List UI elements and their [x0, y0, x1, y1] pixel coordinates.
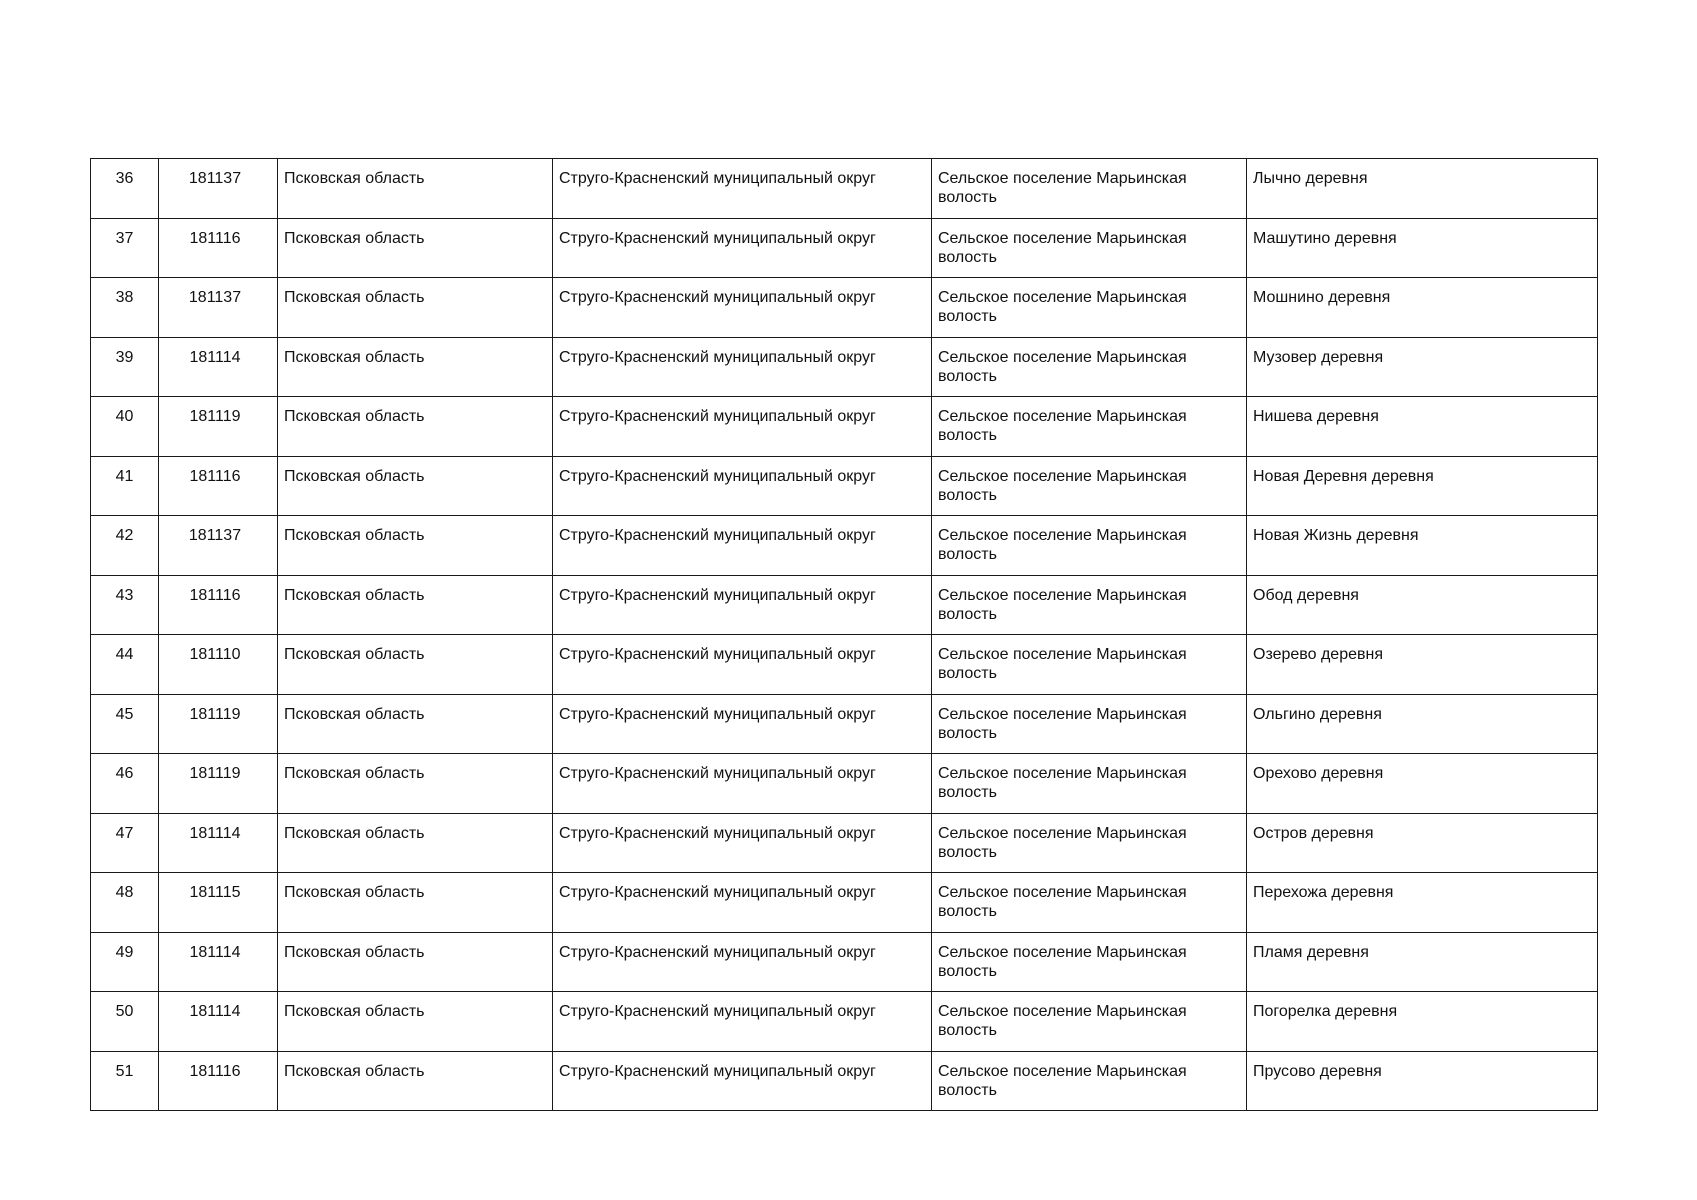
row-number-cell: 37: [91, 218, 159, 278]
village-cell: Остров деревня: [1247, 813, 1598, 873]
row-number-cell: 44: [91, 635, 159, 695]
region-cell: Псковская область: [278, 456, 553, 516]
village-cell: Пламя деревня: [1247, 932, 1598, 992]
postal-code-cell: 181137: [159, 278, 278, 338]
postal-code-cell: 181110: [159, 635, 278, 695]
region-cell: Псковская область: [278, 337, 553, 397]
postal-code-cell: 181116: [159, 456, 278, 516]
table-row: [91, 635, 1598, 695]
postal-code-cell: 181114: [159, 813, 278, 873]
district-cell: Струго-Красненский муниципальный округ: [553, 575, 932, 635]
village-cell: Лычно деревня: [1247, 159, 1598, 219]
table-row: [91, 575, 1598, 635]
table-row: [91, 159, 1598, 219]
district-cell: Струго-Красненский муниципальный округ: [553, 278, 932, 338]
row-number-cell: 50: [91, 992, 159, 1052]
village-cell: Мошнино деревня: [1247, 278, 1598, 338]
district-cell: Струго-Красненский муниципальный округ: [553, 635, 932, 695]
region-cell: Псковская область: [278, 159, 553, 219]
postal-code-cell: 181116: [159, 575, 278, 635]
district-cell: Струго-Красненский муниципальный округ: [553, 456, 932, 516]
settlement-cell: Сельское поселение Марьинская волость: [932, 337, 1247, 397]
region-cell: Псковская область: [278, 1051, 553, 1111]
postal-code-cell: 181114: [159, 337, 278, 397]
settlements-table-body: [91, 159, 1598, 1111]
postal-code-cell: 181119: [159, 694, 278, 754]
district-cell: Струго-Красненский муниципальный округ: [553, 992, 932, 1052]
region-cell: Псковская область: [278, 694, 553, 754]
row-number-cell: 40: [91, 397, 159, 457]
postal-code-cell: 181115: [159, 873, 278, 933]
settlement-cell: Сельское поселение Марьинская волость: [932, 397, 1247, 457]
table-row: [91, 694, 1598, 754]
settlement-cell: Сельское поселение Марьинская волость: [932, 813, 1247, 873]
row-number-cell: 48: [91, 873, 159, 933]
row-number-cell: 38: [91, 278, 159, 338]
settlement-cell: Сельское поселение Марьинская волость: [932, 516, 1247, 576]
region-cell: Псковская область: [278, 754, 553, 814]
settlement-cell: Сельское поселение Марьинская волость: [932, 635, 1247, 695]
district-cell: Струго-Красненский муниципальный округ: [553, 813, 932, 873]
district-cell: Струго-Красненский муниципальный округ: [553, 516, 932, 576]
village-cell: Ольгино деревня: [1247, 694, 1598, 754]
settlement-cell: Сельское поселение Марьинская волость: [932, 159, 1247, 219]
settlement-cell: Сельское поселение Марьинская волость: [932, 1051, 1247, 1111]
village-cell: Перехожа деревня: [1247, 873, 1598, 933]
table-row: [91, 932, 1598, 992]
table-row: [91, 516, 1598, 576]
region-cell: Псковская область: [278, 278, 553, 338]
table-row: [91, 218, 1598, 278]
district-cell: Струго-Красненский муниципальный округ: [553, 337, 932, 397]
settlement-cell: Сельское поселение Марьинская волость: [932, 456, 1247, 516]
settlement-cell: Сельское поселение Марьинская волость: [932, 278, 1247, 338]
postal-code-cell: 181116: [159, 218, 278, 278]
region-cell: Псковская область: [278, 932, 553, 992]
settlement-cell: Сельское поселение Марьинская волость: [932, 754, 1247, 814]
region-cell: Псковская область: [278, 397, 553, 457]
table-row: [91, 873, 1598, 933]
row-number-cell: 41: [91, 456, 159, 516]
settlement-cell: Сельское поселение Марьинская волость: [932, 932, 1247, 992]
table-row: [91, 456, 1598, 516]
district-cell: Струго-Красненский муниципальный округ: [553, 932, 932, 992]
village-cell: Озерево деревня: [1247, 635, 1598, 695]
settlement-cell: Сельское поселение Марьинская волость: [932, 873, 1247, 933]
settlement-cell: Сельское поселение Марьинская волость: [932, 694, 1247, 754]
district-cell: Струго-Красненский муниципальный округ: [553, 1051, 932, 1111]
table-row: [91, 278, 1598, 338]
settlement-cell: Сельское поселение Марьинская волость: [932, 992, 1247, 1052]
village-cell: Орехово деревня: [1247, 754, 1598, 814]
row-number-cell: 46: [91, 754, 159, 814]
postal-code-cell: 181137: [159, 159, 278, 219]
district-cell: Струго-Красненский муниципальный округ: [553, 754, 932, 814]
postal-code-cell: 181137: [159, 516, 278, 576]
district-cell: Струго-Красненский муниципальный округ: [553, 397, 932, 457]
table-row: [91, 754, 1598, 814]
postal-code-cell: 181116: [159, 1051, 278, 1111]
postal-code-cell: 181119: [159, 397, 278, 457]
table-row: [91, 813, 1598, 873]
row-number-cell: 39: [91, 337, 159, 397]
village-cell: Прусово деревня: [1247, 1051, 1598, 1111]
district-cell: Струго-Красненский муниципальный округ: [553, 694, 932, 754]
region-cell: Псковская область: [278, 516, 553, 576]
row-number-cell: 51: [91, 1051, 159, 1111]
village-cell: Погорелка деревня: [1247, 992, 1598, 1052]
postal-code-cell: 181114: [159, 992, 278, 1052]
row-number-cell: 45: [91, 694, 159, 754]
village-cell: Музовер деревня: [1247, 337, 1598, 397]
region-cell: Псковская область: [278, 873, 553, 933]
village-cell: Новая Деревня деревня: [1247, 456, 1598, 516]
district-cell: Струго-Красненский муниципальный округ: [553, 873, 932, 933]
row-number-cell: 42: [91, 516, 159, 576]
village-cell: Машутино деревня: [1247, 218, 1598, 278]
postal-code-cell: 181119: [159, 754, 278, 814]
row-number-cell: 43: [91, 575, 159, 635]
row-number-cell: 36: [91, 159, 159, 219]
table-row: [91, 1051, 1598, 1111]
region-cell: Псковская область: [278, 992, 553, 1052]
settlement-cell: Сельское поселение Марьинская волость: [932, 218, 1247, 278]
row-number-cell: 47: [91, 813, 159, 873]
village-cell: Нишева деревня: [1247, 397, 1598, 457]
table-row: [91, 397, 1598, 457]
row-number-cell: 49: [91, 932, 159, 992]
settlements-table: [90, 158, 1598, 1111]
region-cell: Псковская область: [278, 813, 553, 873]
village-cell: Новая Жизнь деревня: [1247, 516, 1598, 576]
district-cell: Струго-Красненский муниципальный округ: [553, 159, 932, 219]
table-row: [91, 337, 1598, 397]
region-cell: Псковская область: [278, 575, 553, 635]
region-cell: Псковская область: [278, 218, 553, 278]
district-cell: Струго-Красненский муниципальный округ: [553, 218, 932, 278]
table-row: [91, 992, 1598, 1052]
region-cell: Псковская область: [278, 635, 553, 695]
settlement-cell: Сельское поселение Марьинская волость: [932, 575, 1247, 635]
postal-code-cell: 181114: [159, 932, 278, 992]
village-cell: Обод деревня: [1247, 575, 1598, 635]
